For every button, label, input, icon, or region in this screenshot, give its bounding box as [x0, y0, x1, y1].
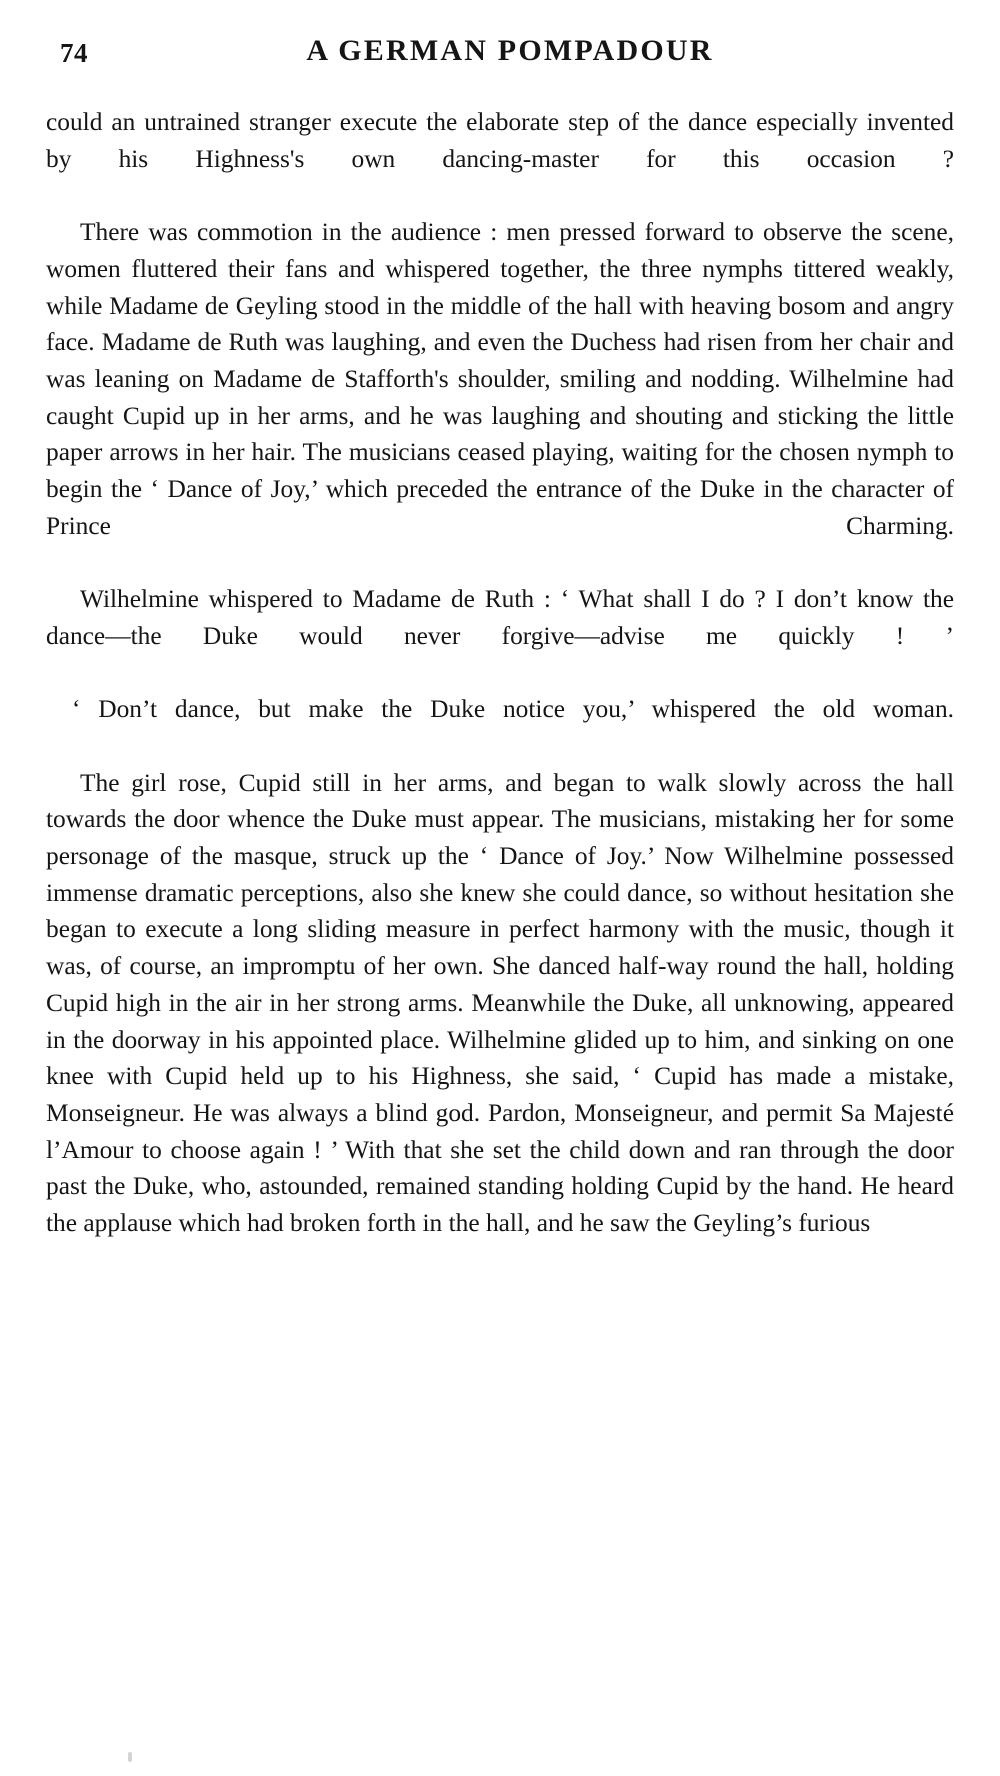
paragraph-3: Wilhelmine whispered to Madame de Ruth : ‘ What shall I do ? I don’t know the dance—the Duke would never forgive—advise me quickly ! ’ [46, 585, 954, 650]
paragraph-5: The girl rose, Cupid still in her arms, and began to walk slowly across the hall towards the door whence the Duke must appear. The musicians, mistaking her for some personage of the masque, struck up the ‘ Dance of Joy.’ Now Wilhelmine possessed immense dramatic perceptions, also she knew she could dance, so without hesitation she began to execute a long sliding measure in perfect harmony with the music, though it was, of course, an impromptu of her own. She danced half-way round the hall, holding Cupid high in the air in her strong arms. Meanwhile the Duke, all unknowing, appeared in the doorway in his appointed place. Wilhelmine glided up to him, and sinking on one knee with Cupid held up to his Highness, she said, ‘ Cupid has made a mistake, Monseigneur. He was always a blind god. Pardon, Monseigneur, and permit Sa Majesté l’Amour to choose again ! ’ With that she set the child down and ran through the door past the Duke, who, astounded, remained standing holding Cupid by the hand. He heard the applause which had broken forth in the hall, and he saw the Geyling’s furious [46, 768, 954, 1238]
paragraph-2: There was commotion in the audience : men pressed forward to observe the scene, women fluttered their fans and whispered together, the three nymphs tittered weakly, while Madame de Geyling stood in the middle of the hall with heaving bosom and angry face. Madame de Ruth was laughing, and even the Duchess had risen from her chair and was leaning on Madame de Stafforth's shoulder, smiling and nodding. Wilhelmine had caught Cupid up in her arms, and he was laughing and shouting and sticking the little paper arrows in her hair. The musicians ceased playing, waiting for the chosen nymph to begin the ‘ Dance of Joy,’ which preceded the entrance of the Duke in the character of Prince Charming. [46, 218, 954, 540]
paragraph-1: could an untrained stranger execute the elaborate step of the dance especially invented by his Highness's own dancing-master for this occasion ? [46, 108, 954, 173]
page-number: 74 [60, 38, 88, 68]
page-header [60, 34, 940, 78]
body-text [46, 104, 954, 1242]
page-smudge [128, 1752, 132, 1762]
paragraph-4: ‘ Don’t dance, but make the Duke notice you,’ whispered the old woman. [72, 695, 954, 724]
running-title: A GERMAN POMPADOUR [306, 34, 714, 67]
